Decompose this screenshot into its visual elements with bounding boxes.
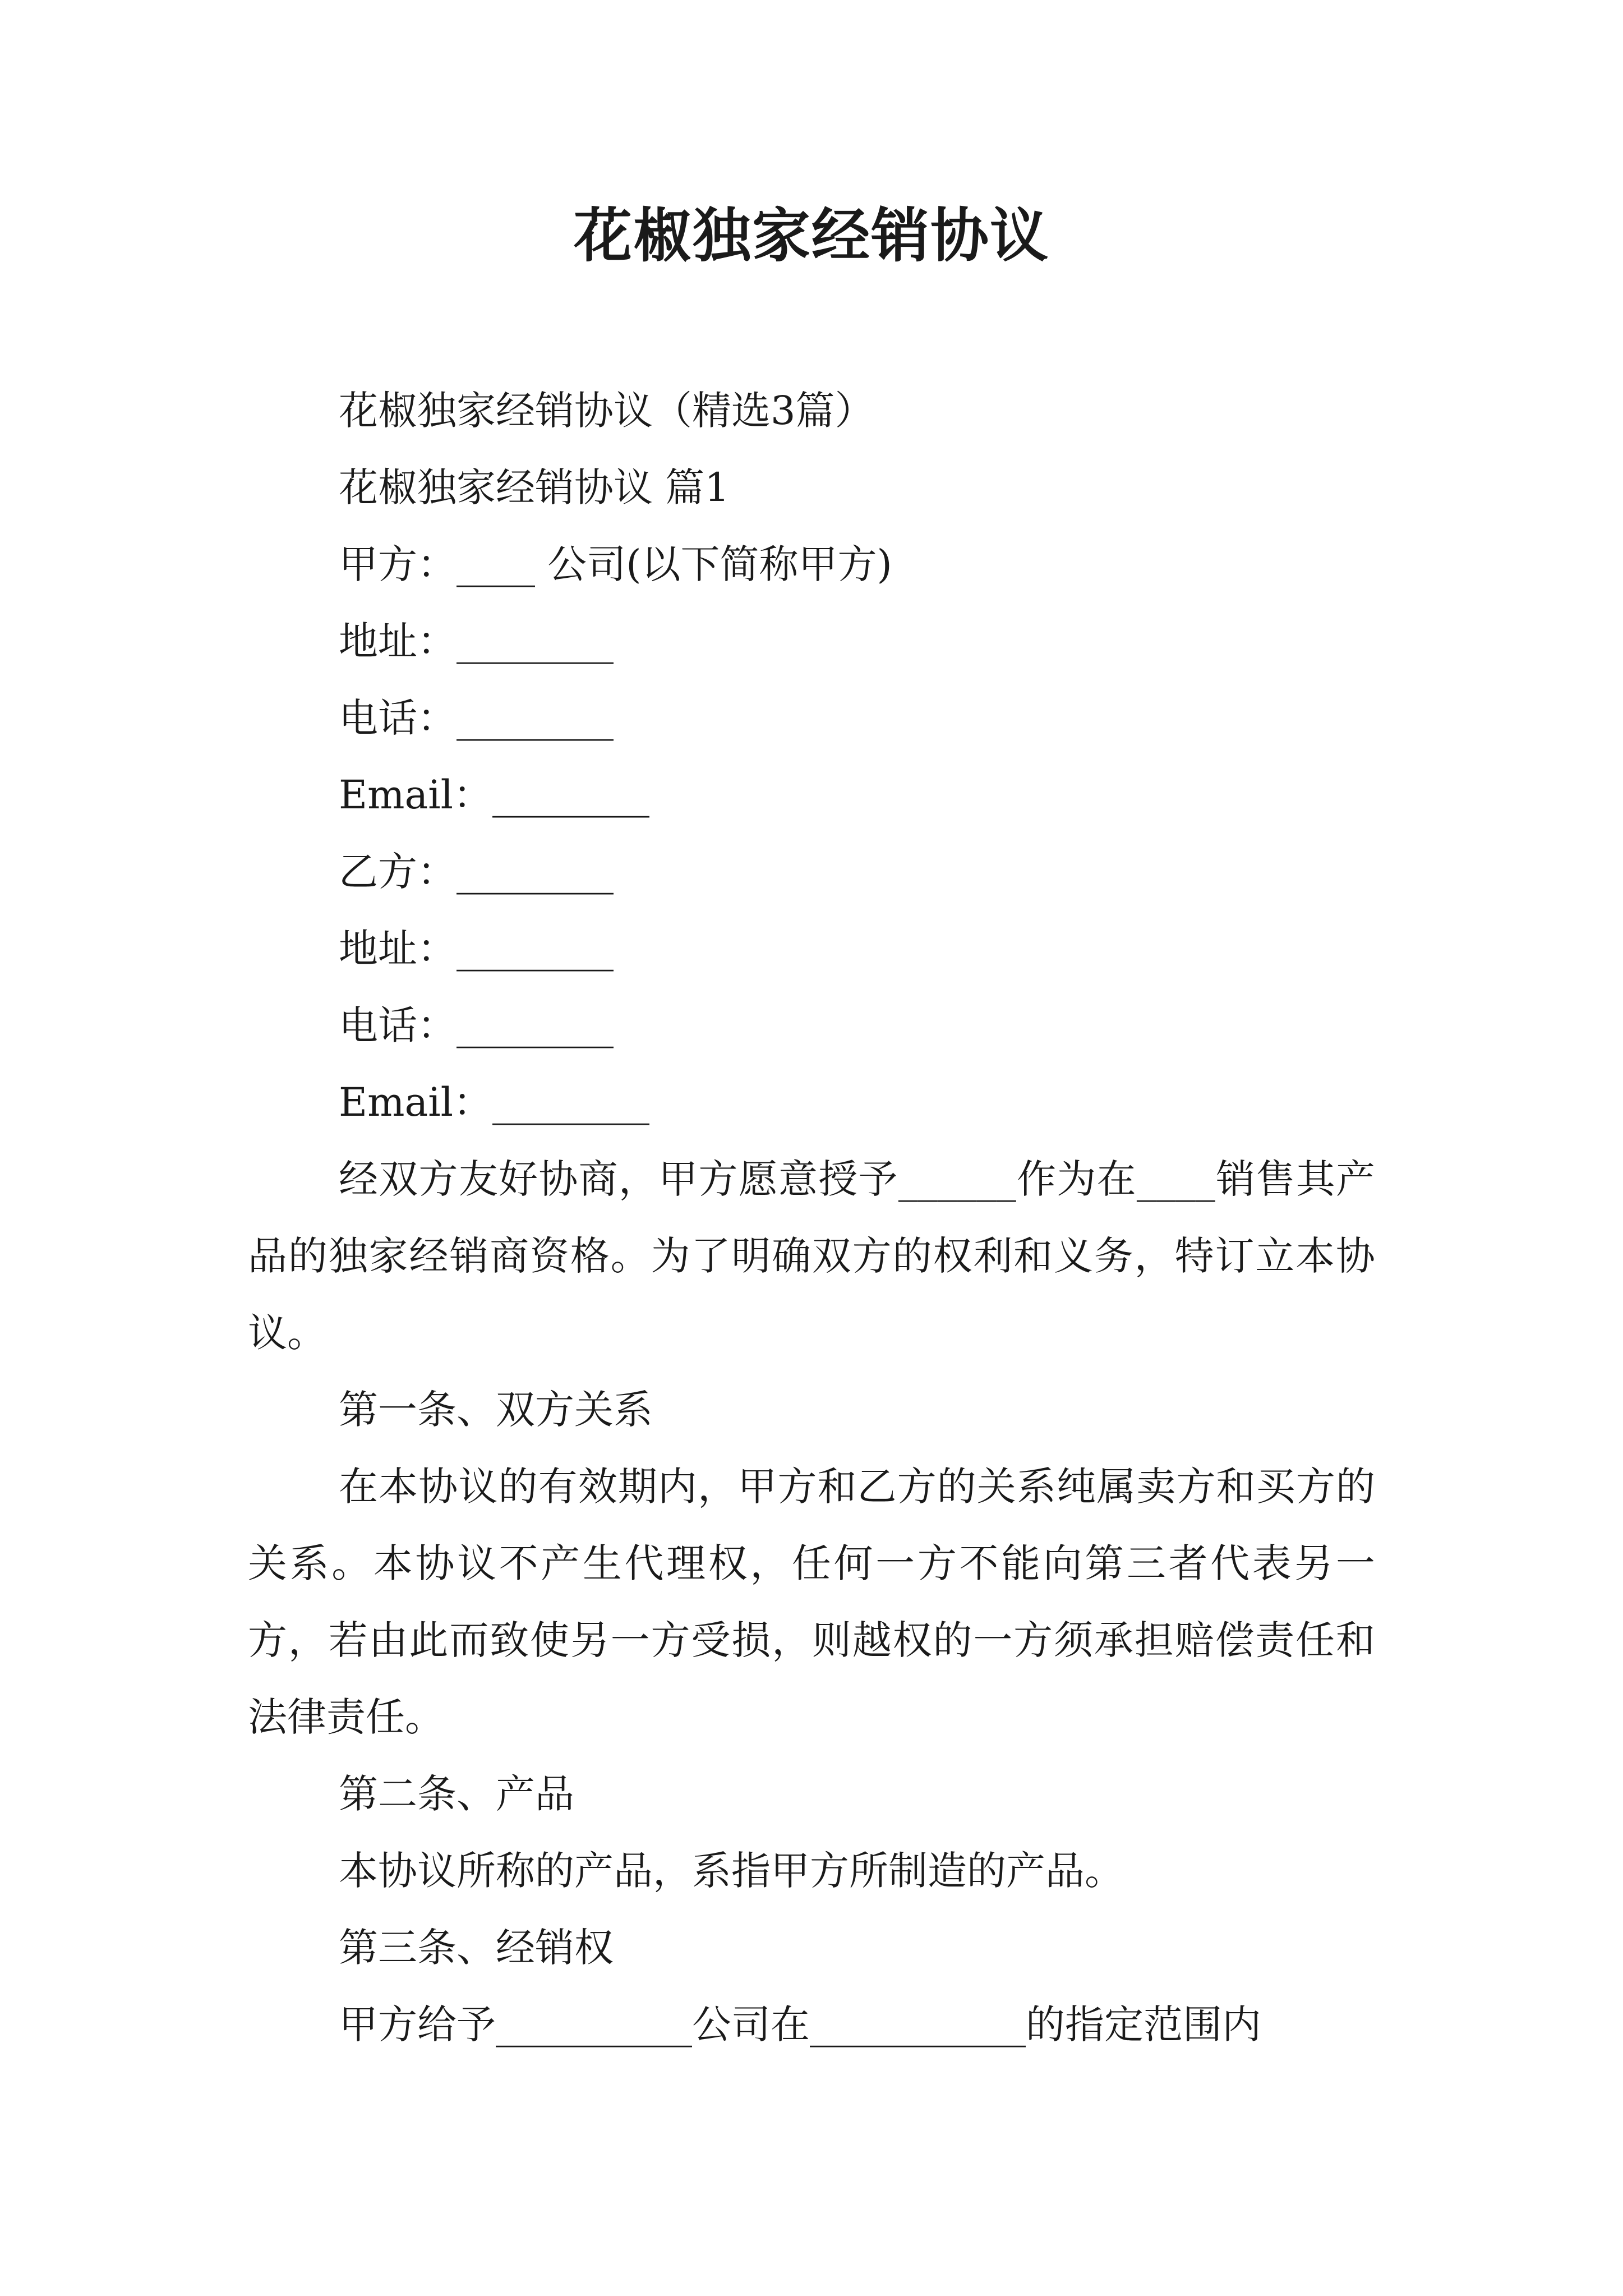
document-body bbox=[248, 372, 1375, 2063]
section-heading-part1: 花椒独家经销协议 篇1 bbox=[339, 464, 730, 510]
party-b-phone: 电话：________ bbox=[339, 1002, 614, 1048]
subtitle-selection: 花椒独家经销协议（精选3篇） bbox=[339, 388, 874, 434]
party-a-line: 甲方：____ 公司(以下简称甲方) bbox=[339, 541, 892, 587]
party-a-email: Email：________ bbox=[339, 772, 649, 818]
article-1-text: 在本协议的有效期内，甲方和乙方的关系纯属卖方和买方的关系。本协议不产生代理权，任何一方不能向第三者代表另一方，若由此而致使另一方受损，则越权的一方须承担赔偿责任和法律责任。 bbox=[248, 1464, 1375, 1740]
preamble-paragraph: 经双方友好协商，甲方愿意授予______作为在____销售其产品的独家经销商资格。为了明确双方的权利和义务，特订立本协议。 bbox=[248, 1156, 1375, 1356]
party-a-address: 地址：________ bbox=[339, 618, 614, 664]
article-3-heading: 第三条、经销权 bbox=[339, 1925, 614, 1971]
article-3-text: 甲方给予__________公司在___________的指定范围内 bbox=[339, 2001, 1261, 2047]
article-2-heading: 第二条、产品 bbox=[339, 1771, 574, 1817]
party-b-address: 地址：________ bbox=[339, 926, 614, 972]
party-a-phone: 电话：________ bbox=[339, 695, 614, 741]
party-b-email: Email：________ bbox=[339, 1079, 649, 1125]
document-title: 花椒独家经销协议 bbox=[573, 201, 1049, 270]
article-1-heading: 第一条、双方关系 bbox=[339, 1387, 653, 1433]
party-b-line: 乙方：________ bbox=[339, 849, 614, 895]
article-2-text: 本协议所称的产品，系指甲方所制造的产品。 bbox=[339, 1848, 1124, 1894]
